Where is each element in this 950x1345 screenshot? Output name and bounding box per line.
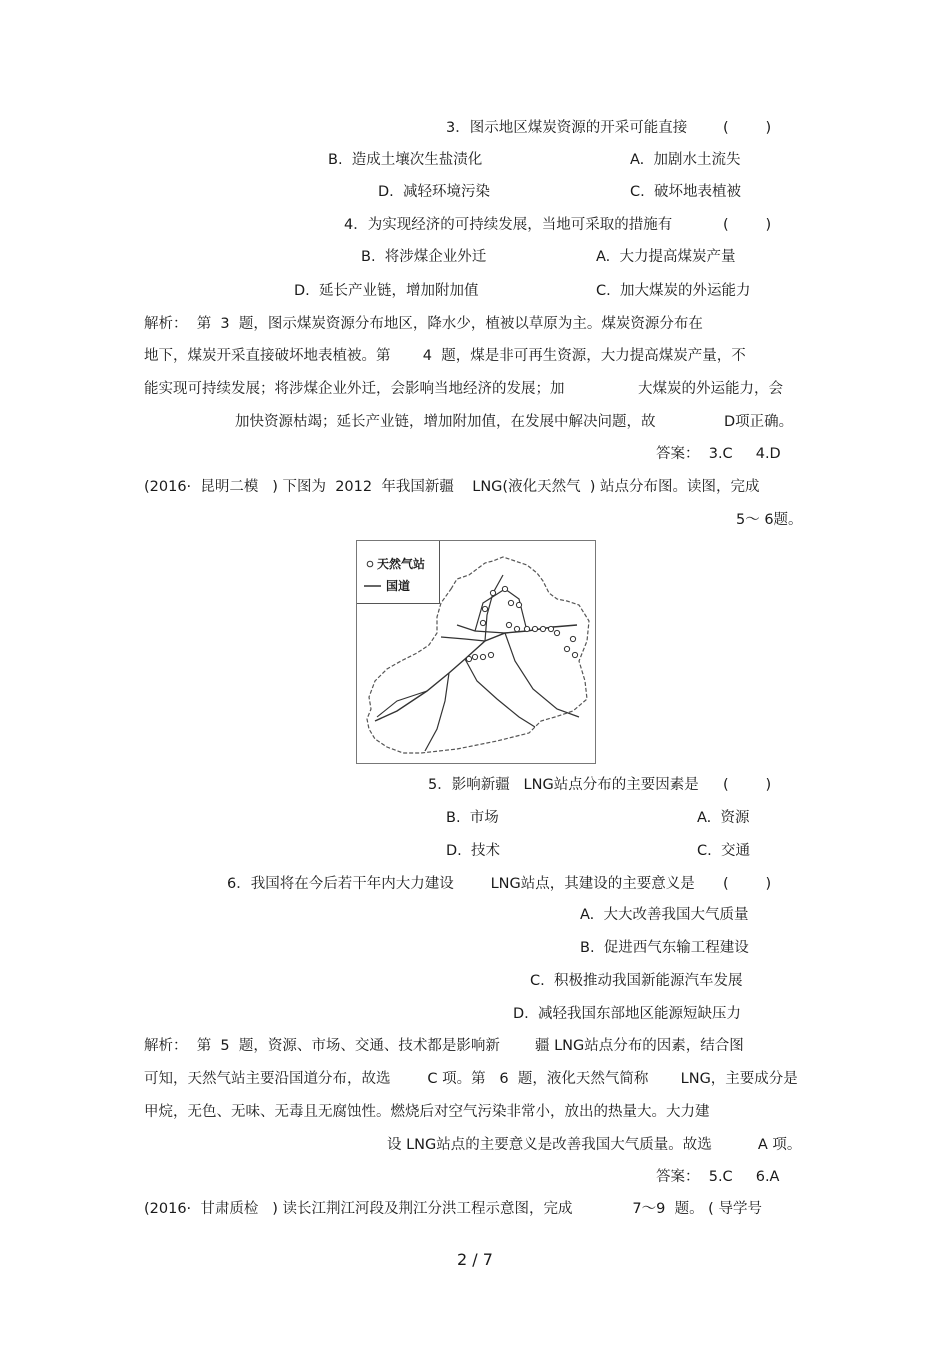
q5-answer-paren: ( )	[723, 777, 772, 793]
national-road	[375, 625, 577, 721]
analysis1-line1: 解析： 第 3 题，图示煤炭资源分布地区，降水少，植被以草原为主。煤炭资源分布在	[144, 316, 703, 332]
q3-option-c: C. 破坏地表植被	[630, 184, 741, 200]
q6-option-a: A. 大大改善我国大气质量	[580, 907, 749, 923]
q6-option-d: D. 减轻我国东部地区能源短缺压力	[513, 1006, 741, 1022]
q4-option-a: A. 大力提高煤炭产量	[596, 249, 736, 265]
q5-option-c: C. 交通	[697, 843, 750, 859]
q4-option-b: B. 将涉煤企业外迁	[361, 249, 487, 265]
analysis1-line2: 地下，煤炭开采直接破坏地表植被。第 4 题，煤是非可再生资源，大力提高煤炭产量，不	[144, 348, 746, 364]
gas-station-marker	[488, 652, 493, 657]
q5-stem: 5．影响新疆 LNG站点分布的主要因素是	[428, 777, 699, 793]
q6-stem: 6．我国将在今后若干年内大力建设 LNG站点，其建设的主要意义是	[227, 876, 695, 892]
gas-station-marker	[540, 626, 545, 631]
q6-option-b: B. 促进西气东输工程建设	[580, 940, 749, 956]
national-road	[441, 637, 485, 641]
gas-station-marker	[482, 606, 487, 611]
gas-station-marker	[524, 626, 529, 631]
legend-road-label: 国道	[386, 579, 411, 593]
national-road	[377, 691, 427, 717]
national-road	[457, 625, 505, 633]
intro3-line1: (2016· 甘肃质检 ) 读长江荆江河段及荆江分洪工程示意图，完成 7～9 题。 ( 导学号	[144, 1201, 762, 1217]
q5-option-a: A. 资源	[697, 810, 750, 826]
gas-station-marker	[570, 636, 575, 641]
gas-station-marker	[548, 626, 553, 631]
q3-option-a: A. 加剧水土流失	[630, 152, 741, 168]
q3-answer-paren: ( )	[723, 120, 772, 136]
gas-station-marker	[480, 654, 485, 659]
page-number: 2 / 7	[457, 1250, 493, 1269]
analysis2-line4: 设 LNG站点的主要意义是改善我国大气质量。故选 A 项。	[387, 1137, 802, 1153]
gas-station-marker	[472, 654, 477, 659]
gas-station-marker	[554, 630, 559, 635]
gas-station-marker	[532, 626, 537, 631]
q4-option-d: D. 延长产业链，增加附加值	[294, 283, 479, 299]
gas-station-marker	[480, 620, 485, 625]
gas-station-marker	[564, 646, 569, 651]
q4-option-c: C. 加大煤炭的外运能力	[596, 283, 751, 299]
gas-station-marker	[506, 622, 511, 627]
gas-station-marker	[572, 652, 577, 657]
gas-station-marker	[490, 590, 495, 595]
q6-option-c: C. 积极推动我国新能源汽车发展	[530, 973, 743, 989]
analysis1-line4a: 加快资源枯竭；延长产业链，增加附加值，在发展中解决问题，故	[235, 414, 656, 430]
analysis1-answer: 答案： 3.C 4.D	[656, 446, 781, 462]
national-road	[505, 633, 579, 717]
analysis2-answer: 答案： 5.C 6.A	[656, 1169, 780, 1185]
q3-stem: 3．图示地区煤炭资源的开采可能直接	[446, 120, 688, 136]
q5-option-b: B. 市场	[446, 810, 499, 826]
q5-option-d: D. 技术	[446, 843, 500, 859]
gas-station-marker	[502, 586, 507, 591]
analysis2-line3: 甲烷，无色、无味、无毒且无腐蚀性。燃烧后对空气污染非常小，放出的热量大。大力建	[144, 1104, 710, 1120]
gas-station-marker	[514, 626, 519, 631]
q3-option-b: B. 造成土壤次生盐渍化	[328, 152, 483, 168]
legend-station-label: 天然气站	[377, 557, 426, 571]
gas-station-marker	[466, 656, 471, 661]
legend-symbols	[357, 541, 439, 603]
intro2-line1: (2016· 昆明二模 ) 下图为 2012 年我国新疆 LNG(液化天然气 ) 站点分布图。读图，完成	[144, 479, 760, 495]
intro2-line2: 5～ 6题。	[736, 512, 803, 528]
q6-answer-paren: ( )	[723, 876, 772, 892]
analysis1-line3b: 大煤炭的外运能力，会	[638, 381, 783, 397]
legend-station-icon	[367, 561, 373, 567]
q4-stem: 4．为实现经济的可持续发展，当地可采取的措施有	[344, 217, 673, 233]
national-road	[465, 659, 535, 727]
map-legend	[357, 541, 440, 604]
analysis1-line3a: 能实现可持续发展；将涉煤企业外迁，会影响当地经济的发展；加	[144, 381, 565, 397]
analysis2-line1a: 解析： 第 5 题，资源、市场、交通、技术都是影响新	[144, 1038, 500, 1054]
analysis2-line1b: 疆 LNG站点分布的因素，结合图	[535, 1038, 744, 1054]
analysis2-line2: 可知，天然气站主要沿国道分布，故选 C 项。第 6 题，液化天然气简称 LNG，主要成分是	[144, 1071, 798, 1087]
national-road	[425, 673, 449, 751]
gas-station-marker	[508, 600, 513, 605]
gas-station-marker	[516, 602, 521, 607]
q4-answer-paren: ( )	[723, 217, 772, 233]
analysis1-line4b: D项正确。	[724, 414, 794, 430]
q3-option-d: D. 减轻环境污染	[378, 184, 490, 200]
